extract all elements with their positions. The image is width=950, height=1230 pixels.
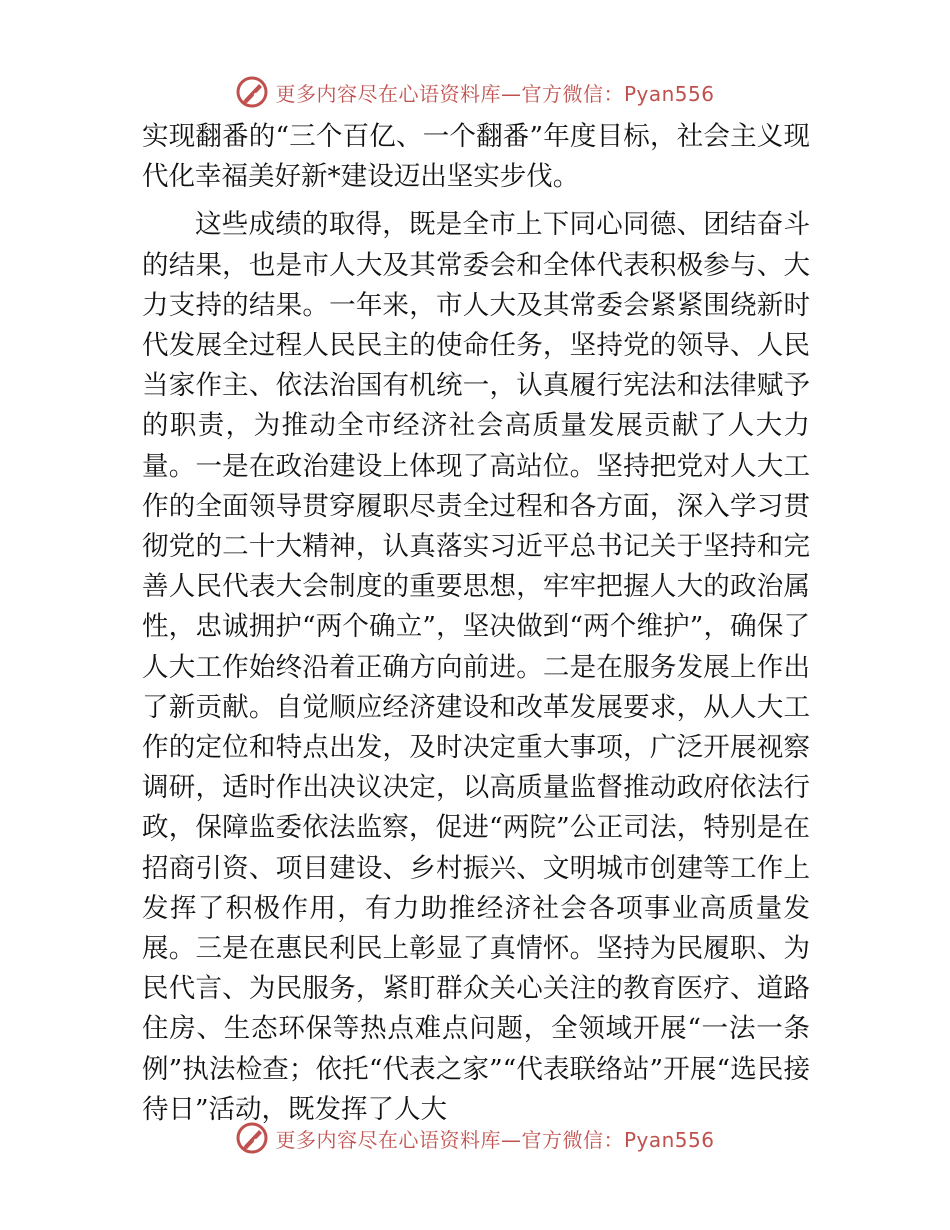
footer-banner-text: 更多内容尽在心语资料库—官方微信：Pyan556 xyxy=(275,1127,715,1152)
pen-seal-icon xyxy=(235,75,269,109)
footer-banner xyxy=(0,1118,950,1158)
paragraph: 这些成绩的取得，既是全市上下同心同德、团结奋斗的结果，也是市人大及其常委会和全体代表积极参与、大力支持的结果。一年来，市人大及其常委会紧紧围绕新时代发展全过程人民民主的使命任务，坚持党的领导、人民当家作主、依法治国有机统一，认真履行宪法和法律赋予的职责，为推动全市经济社会高质量发展贡献了人大力量。一是在政治建设上体现了高站位。坚持把党对人大工作的全面领导贯穿履职尽责全过程和各方面，深入学习贯彻党的二十大精神，认真落实习近平总书记关于坚持和完善人民代表大会制度的重要思想，牢牢把握人大的政治属性，忠诚拥护“两个确立”，坚决做到“两个维护”，确保了人大工作始终沿着正确方向前进。二是在服务发展上作出了新贡献。自觉顺应经济建设和改革发展要求，从人大工作的定位和特点出发，及时决定重大事项，广泛开展视察调研，适时作出决议决定，以高质量监督推动政府依法行政，保障监委依法监察，促进“两院”公正司法，特别是在招商引资、项目建设、乡村振兴、文明城市创建等工作上发挥了积极作用，有力助推经济社会各项事业高质量发展。三是在惠民利民上彰显了真情怀。坚持为民履职、为民代言、为民服务，紧盯群众关心关注的教育医疗、道路住房、生态环保等热点难点问题，全领域开展“一法一条例”执法检查；依托“代表之家”“代表联络站”开展“选民接待日”活动，既发挥了人大 xyxy=(142,209,810,1125)
header-banner xyxy=(0,72,950,112)
header-banner-text: 更多内容尽在心语资料库—官方微信：Pyan556 xyxy=(275,81,715,106)
document-body xyxy=(142,117,810,1130)
paragraph: 实现翻番的“三个百亿、一个翻番”年度目标，社会主义现代化幸福美好新*建设迈出坚实步伐。 xyxy=(142,121,810,193)
pen-seal-icon xyxy=(235,1121,269,1155)
